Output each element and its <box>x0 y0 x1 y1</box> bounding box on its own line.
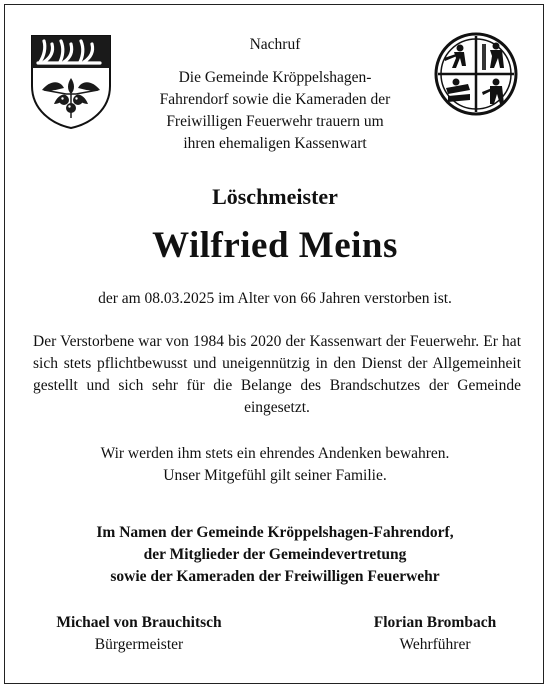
memory-line: Unser Mitgefühl gilt seiner Familie. <box>163 467 387 484</box>
signatory-role: Bürgermeister <box>94 636 184 653</box>
notice-title: Nachruf <box>249 36 301 53</box>
intro-line: ihren ehemaligen Kassenwart <box>183 135 367 152</box>
signature-right <box>345 612 525 656</box>
intro-line: Freiwilligen Feuerwehr trauern um <box>166 113 384 130</box>
signatory-name: Michael von Brauchitsch <box>56 614 222 631</box>
deceased-rank: Löschmeister <box>212 184 338 209</box>
signatory-name: Florian Brombach <box>373 614 497 631</box>
death-line: der am 08.03.2025 im Alter von 66 Jahren verstorben ist. <box>98 290 452 307</box>
intro-line: Fahrendorf sowie die Kameraden der <box>159 91 391 108</box>
body-text: Der Verstorbene war von 1984 bis 2020 der Kassenwart der Feuerwehr. Er hat sich stets pflichtbewusst und uneigennützig in den Dienst der Allgemeinheit gestellt und sich sehr für die Belange des Brandschutzes der Gemeinde eingesetzt. <box>33 333 521 416</box>
deceased-name: Wilfried Meins <box>152 225 398 266</box>
behalf-line: sowie der Kameraden der Freiwilligen Feuerwehr <box>110 568 440 585</box>
signature-left <box>34 612 244 656</box>
behalf-line: der Mitglieder der Gemeindevertretung <box>143 546 407 563</box>
intro-block <box>0 34 550 155</box>
behalf-block <box>0 522 550 588</box>
behalf-line: Im Namen der Gemeinde Kröppelshagen-Fahrendorf, <box>96 524 454 541</box>
memory-block <box>0 443 550 487</box>
signatory-role: Wehrführer <box>399 636 471 653</box>
memory-line: Wir werden ihm stets ein ehrendes Andenken bewahren. <box>100 445 450 462</box>
intro-line: Die Gemeinde Kröppelshagen- <box>178 69 372 86</box>
